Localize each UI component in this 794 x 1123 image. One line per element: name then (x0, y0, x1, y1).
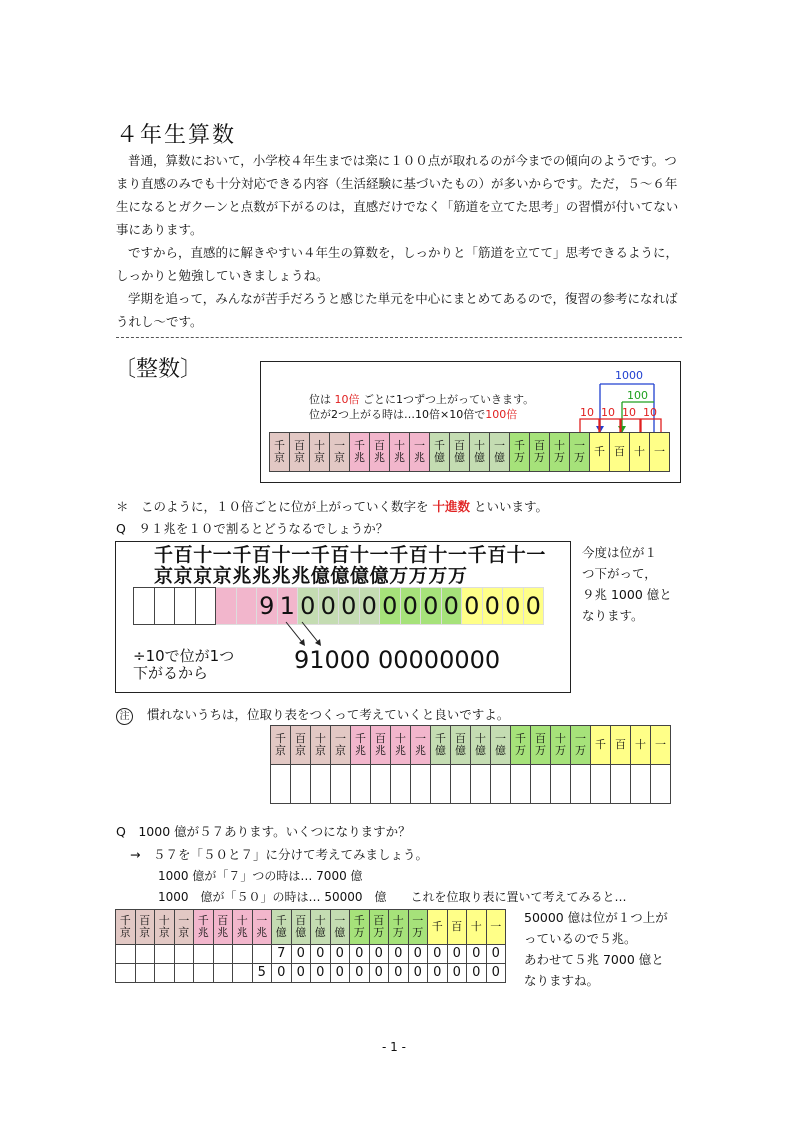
label-100: 100 (627, 389, 648, 402)
answer-2 (524, 907, 668, 991)
empty-cell (411, 765, 431, 804)
place-header-cell: 一 兆 (252, 910, 272, 945)
place-header-cell: 千 万 (511, 726, 531, 765)
place-header-cell: 百 (610, 433, 630, 472)
place-header-cell: 百 万 (531, 726, 551, 765)
place-header-cell: 十 (631, 726, 651, 765)
big-digit-cell: 0 (482, 588, 503, 625)
empty-cell (391, 765, 411, 804)
place-header-cell: 百 (611, 726, 631, 765)
digit-cell (116, 964, 136, 983)
place-header-cell: 十 京 (155, 910, 175, 945)
digit-cell (155, 964, 175, 983)
digit-cell: 0 (486, 945, 506, 964)
caption-line: 下がるから (133, 664, 209, 682)
decimal-note: ＊ このように，１０倍ごとに位が上がっていく数字を 十進数 といいます。 (116, 499, 548, 514)
big-digit-cell (154, 588, 175, 625)
place-header-cell: 一 兆 (410, 433, 430, 472)
digit-cell: 0 (428, 964, 448, 983)
digit-cell: 0 (350, 964, 370, 983)
place-header-cell: 十 京 (310, 433, 330, 472)
big-digit-cell: 9 (257, 588, 278, 625)
place-header-cell: 千 兆 (351, 726, 371, 765)
page-number: - 1 - (382, 1040, 406, 1054)
digit-cell: 0 (311, 964, 331, 983)
place-header-cell: 百 万 (369, 910, 389, 945)
place-header-cell: 千 億 (430, 433, 450, 472)
answer-line: つ下がって， (582, 566, 657, 581)
answer-line: 50000 億は位が１つ上が (524, 910, 668, 925)
divider (116, 337, 682, 338)
digit-cell: 0 (330, 945, 350, 964)
place-header-cell: 一 兆 (411, 726, 431, 765)
place-header-cell: 十 兆 (390, 433, 410, 472)
step-line: → ５７を「５０と７」に分けて考えてみましょう。 (130, 847, 428, 862)
empty-cell (571, 765, 591, 804)
big-digit-cell (195, 588, 216, 625)
digit-cell (135, 964, 155, 983)
big-header-top: 千百十一千百十一千百十一千百十一千百十一 (154, 544, 547, 566)
caption-line: ÷10で位が1つ (133, 647, 235, 665)
place-header-cell: 千 京 (271, 726, 291, 765)
big-header-bottom: 京京京京兆兆兆兆億億億億万万万万 (154, 565, 468, 587)
digit-cell: 0 (389, 964, 409, 983)
digit-cell (135, 945, 155, 964)
place-header-cell: 千 万 (350, 910, 370, 945)
empty-cell (271, 765, 291, 804)
place-header-cell: 一 (651, 726, 671, 765)
label-10: 10 (643, 406, 657, 419)
empty-cell (611, 765, 631, 804)
answer-line: ９兆 1000 億と (582, 587, 672, 602)
division-example (115, 541, 571, 693)
diagram-caption-line1: 位は 10倍 ごとに1つずつ上がっていきます。 (309, 393, 535, 406)
big-digit-cell: 0 (441, 588, 462, 625)
digit-cell (116, 945, 136, 964)
answer-line: なりますね。 (524, 973, 600, 988)
place-header-cell: 千 万 (510, 433, 530, 472)
tip-note: 注 慣れないうちは，位取り表をつくって考えていくと良いですよ。 (116, 705, 509, 725)
digit-cell: 0 (330, 964, 350, 983)
digit-cell: 0 (486, 964, 506, 983)
place-header-cell: 千 京 (270, 433, 290, 472)
place-header-cell: 百 京 (291, 726, 311, 765)
diagram-place-table (269, 432, 670, 472)
place-header-cell: 一 億 (490, 433, 510, 472)
digit-cell: 0 (272, 964, 292, 983)
place-header-cell: 十 (630, 433, 650, 472)
place-header-cell: 一 京 (331, 726, 351, 765)
place-header-cell: 十 万 (551, 726, 571, 765)
place-header-cell: 百 (447, 910, 467, 945)
digit-cell: 0 (428, 945, 448, 964)
empty-cell (551, 765, 571, 804)
place-header-cell: 十 億 (471, 726, 491, 765)
place-header-cell: 十 兆 (233, 910, 253, 945)
empty-cell (651, 765, 671, 804)
empty-cell (351, 765, 371, 804)
label-10: 10 (601, 406, 615, 419)
digit-cell: 0 (291, 945, 311, 964)
division-result: 91000 00000000 (294, 646, 501, 674)
big-digit-cell: 0 (298, 588, 319, 625)
place-header-cell: 一 万 (571, 726, 591, 765)
digit-cell (252, 945, 272, 964)
step-line: 1000 億が「７」つの時は… 7000 億 (158, 869, 363, 883)
big-digit-cell: 0 (462, 588, 483, 625)
place-header-cell: 十 兆 (391, 726, 411, 765)
intro-text (116, 149, 684, 333)
place-header-cell: 一 億 (330, 910, 350, 945)
place-header-cell: 一 (650, 433, 670, 472)
place-header-cell: 千 兆 (194, 910, 214, 945)
digit-cell (213, 945, 233, 964)
place-header-cell: 千 (428, 910, 448, 945)
place-header-cell: 百 億 (291, 910, 311, 945)
place-header-cell: 一 京 (330, 433, 350, 472)
digit-cell: 0 (311, 945, 331, 964)
digit-cell (233, 964, 253, 983)
big-digit-row (133, 587, 544, 625)
empty-cell (371, 765, 391, 804)
answer-line: あわせて５兆 7000 億と (524, 952, 664, 967)
label-10: 10 (622, 406, 636, 419)
place-header-cell: 一 (486, 910, 506, 945)
blank-place-table (270, 725, 671, 804)
chu-mark-icon: 注 (116, 708, 133, 725)
big-digit-cell: 0 (380, 588, 401, 625)
empty-cell (331, 765, 351, 804)
place-header-cell: 百 京 (135, 910, 155, 945)
big-digit-cell: 1 (277, 588, 298, 625)
place-header-cell: 百 万 (530, 433, 550, 472)
empty-cell (591, 765, 611, 804)
place-header-cell: 十 京 (311, 726, 331, 765)
label-1000: 1000 (615, 369, 643, 382)
page-title: ４年生算数 (116, 123, 237, 148)
digit-cell: 0 (369, 964, 389, 983)
place-header-cell: 百 兆 (371, 726, 391, 765)
digit-cell: 0 (447, 945, 467, 964)
empty-cell (291, 765, 311, 804)
big-digit-cell: 0 (523, 588, 544, 625)
digit-cell: 0 (389, 945, 409, 964)
digit-cell (174, 945, 194, 964)
place-value-diagram (260, 361, 681, 483)
place-header-cell: 十 億 (470, 433, 490, 472)
big-digit-cell (236, 588, 257, 625)
place-header-cell: 十 (467, 910, 487, 945)
digit-cell: 0 (467, 964, 487, 983)
big-digit-cell: 0 (503, 588, 524, 625)
big-digit-cell (134, 588, 155, 625)
step-line: 1000 億が「５０」の時は… 50000 億 これを位取り表に置いて考えてみると… (158, 890, 627, 904)
empty-cell (431, 765, 451, 804)
place-header-cell: 十 万 (550, 433, 570, 472)
place-header-cell: 十 万 (389, 910, 409, 945)
intro-paragraph: 学期を追って，みんなが苦手だろうと感じた単元を中心にまとめてあるので，復習の参考になればうれし～です。 (116, 291, 678, 329)
empty-cell (491, 765, 511, 804)
place-header-cell: 千 (591, 726, 611, 765)
digit-cell (213, 964, 233, 983)
big-digit-cell: 0 (318, 588, 339, 625)
big-digit-cell: 0 (400, 588, 421, 625)
place-header-cell: 百 兆 (213, 910, 233, 945)
empty-cell (511, 765, 531, 804)
digit-cell (155, 945, 175, 964)
intro-paragraph: ですから，直感的に解きやすい４年生の算数を，しっかりと「筋道を立てて」思考できるように，しっかりと勉強していきましょうね。 (116, 245, 679, 283)
question-2: Q 1000 億が５７あります。いくつになりますか？ (116, 824, 411, 839)
place-header-cell: 一 京 (174, 910, 194, 945)
big-digit-cell: 0 (359, 588, 380, 625)
answer-line: 今度は位が１ (582, 545, 658, 560)
q2-place-table (115, 909, 506, 983)
empty-cell (631, 765, 651, 804)
answer-line: っているので５兆。 (524, 931, 637, 946)
answer-1 (582, 542, 672, 626)
big-digit-cell: 0 (421, 588, 442, 625)
digit-cell (233, 945, 253, 964)
section-title: 〔整数〕 (114, 357, 203, 382)
answer-line: なります。 (582, 608, 644, 623)
place-header-cell: 一 億 (491, 726, 511, 765)
digit-cell (174, 964, 194, 983)
diagram-caption-line2: 位が2つ上がる時は…10倍×10倍で100倍 (309, 408, 518, 421)
digit-cell: 0 (291, 964, 311, 983)
digit-cell: 0 (467, 945, 487, 964)
digit-cell: 0 (350, 945, 370, 964)
division-caption (133, 648, 234, 682)
empty-cell (531, 765, 551, 804)
place-header-cell: 千 億 (272, 910, 292, 945)
digit-cell: 7 (272, 945, 292, 964)
digit-cell: 5 (252, 964, 272, 983)
place-header-cell: 百 京 (290, 433, 310, 472)
place-header-cell: 百 兆 (370, 433, 390, 472)
big-digit-cell (216, 588, 237, 625)
empty-cell (311, 765, 331, 804)
big-digit-cell (175, 588, 196, 625)
intro-paragraph: 普通，算数において，小学校４年生までは楽に１００点が取れるのが今までの傾向のようです。つまり直感のみでも十分対応できる内容（生活経験に基づいたもの）が多いからです。ただ，５～６年生になるとガクーンと点数が下がるのは，直感だけでなく「筋道を立てた思考」の習慣が付いてない事にあります。 (116, 153, 679, 237)
place-header-cell: 千 京 (116, 910, 136, 945)
place-header-cell: 一 万 (408, 910, 428, 945)
place-header-cell: 百 億 (451, 726, 471, 765)
place-header-cell: 千 億 (431, 726, 451, 765)
big-digit-cell: 0 (339, 588, 360, 625)
empty-cell (471, 765, 491, 804)
place-header-cell: 千 兆 (350, 433, 370, 472)
question-1: Q ９１兆を１０で割るとどうなるでしょうか？ (116, 521, 389, 536)
label-10: 10 (580, 406, 594, 419)
digit-cell: 0 (447, 964, 467, 983)
place-header-cell: 千 (590, 433, 610, 472)
digit-cell: 0 (408, 964, 428, 983)
place-header-cell: 十 億 (311, 910, 331, 945)
digit-cell (194, 945, 214, 964)
digit-cell: 0 (369, 945, 389, 964)
place-header-cell: 一 万 (570, 433, 590, 472)
empty-cell (451, 765, 471, 804)
digit-cell: 0 (408, 945, 428, 964)
place-header-cell: 百 億 (450, 433, 470, 472)
digit-cell (194, 964, 214, 983)
